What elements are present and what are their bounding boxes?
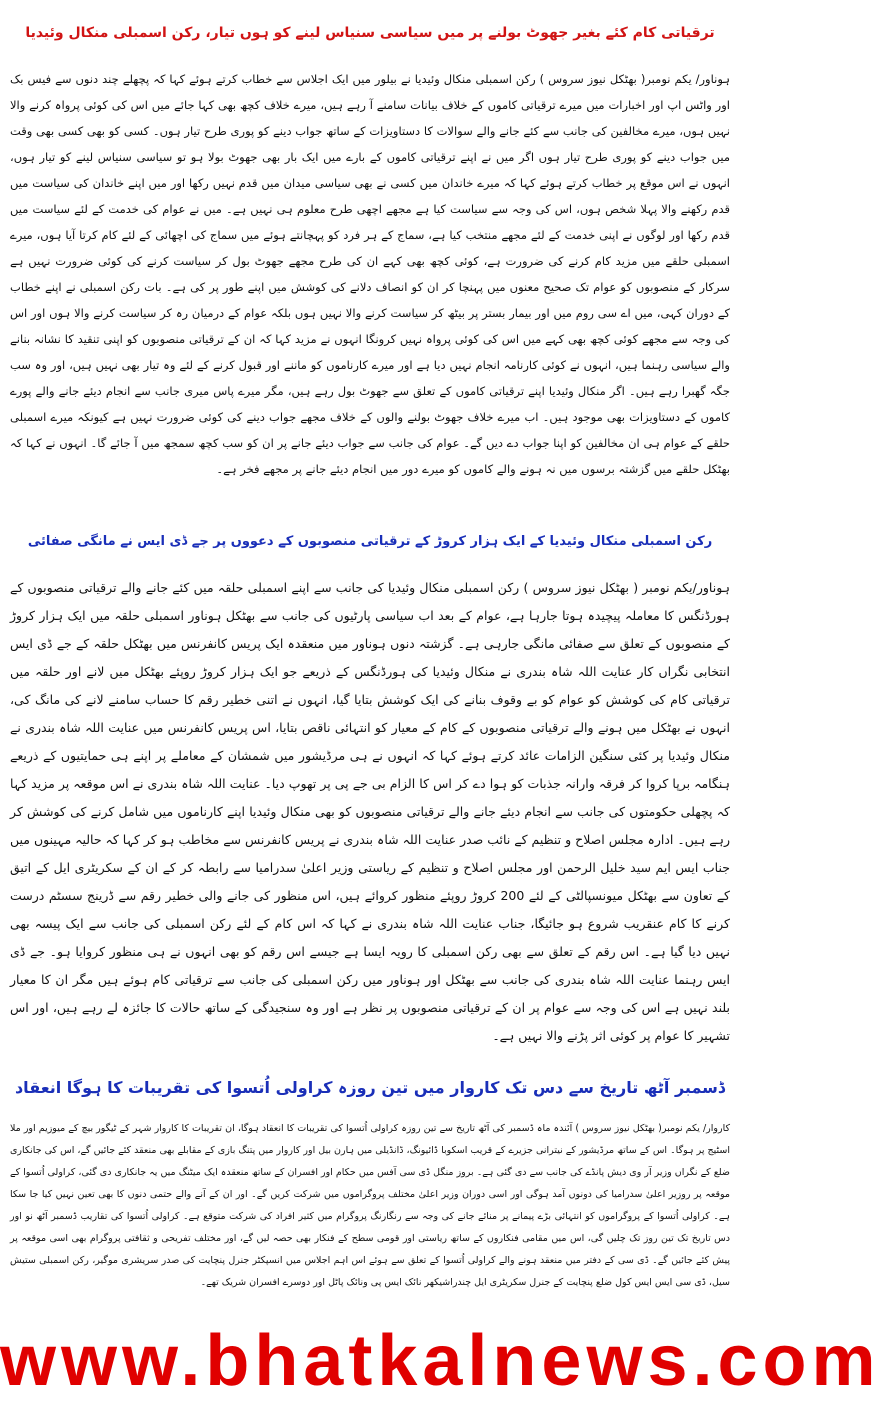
site-url-footer: www.bhatkalnews.com [0, 1321, 881, 1401]
article-2-body [10, 574, 730, 1054]
headline-2: رکن اسمبلی منکال وئیدیا کے ایک ہزار کروڑ کے ترقیاتی منصوبوں کے دعووں پر جے ڈی ایس نے مانگی صفائی [27, 534, 713, 549]
headline-3: ڈسمبر آٹھ تاریخ سے دس تک کاروار میں تین روزہ کراولی اُتسوا کی تقریبات کا ہوگا انعقاد [14, 1078, 726, 1097]
article-1-text: ہوناور/ یکم نومبر( بھٹکل نیوز سروس ) رکن اسمبلی منکال وئیدیا نے بیلور میں ایک اجلاس سے خطاب کرتے ہوئے کہا کہ پچھلے چند دنوں سے فیس بک اور واٹس اپ اور اخبارات میں میرے ترقیاتی کاموں کے خلاف بیانات سامنے آ رہے ہیں، میرے خلاف کچھ بھی کہا جائے میں اس کی کوئی پرواہ کرنے والا نہیں ہوں، میرے مخالفین کی جانب سے کئے جانے والے سوالات کا دستاویزات کے ساتھ جواب دینے کو پوری طرح تیار ہوں۔ کسی کو بھی کسی بھی وقت میں جواب دینے کو پوری طرح تیار ہوں اگر میں نے اپنے ترقیاتی کاموں کے بارے میں ایک بار بھی جھوٹ بولا ہو تو سیاسی سنیاس لینے کو تیار ہوں، انہوں نے اس موقع پر خطاب کرتے ہوئے کہا کہ میرے خاندان میں کسی نے بھی سیاسی میدان میں قدم نہیں رکھا اور میں اپنے خاندان کی سیاست میں قدم رکھنے والا پہلا شخص ہوں، اس کی وجہ سے سیاست کیا ہے مجھے اچھی طرح معلوم ہی نہیں ہے۔ میں نے عوام کی خدمت کے لئے سیاست میں قدم رکھا اور لوگوں نے اپنی خدمت کے لئے مجھے منتخب کیا ہے، سماج کے ہر فرد کو پہچانتے ہوئے میں سماج کی اچھائی کے لئے کام کرتا آیا ہوں، میرے اسمبلی حلقے میں مزید کام کرنے کی ضرورت ہے، کوئی کچھ بھی کہے ان کی طرح مجھے جھوٹ بول کر سیاست کرنے کی کوئی ضرورت نہیں ہے سرکار کے منصوبوں کو عوام تک صحیح معنوں میں پہنچا کر ان کو انصاف دلانے کی کوشش میں اپنے طور پر کی ہے۔ بات رکن اسمبلی نے اپنے خطاب کے دوران کہی، میں اے سی روم میں اور بیمار بستر پر بیٹھ کر سیاست کرنے والا نہیں ہوں بلکہ عوام کے درمیان رہ کر سیاست کرنے والا ہوں اور اس کی وجہ سے مجھے کوئی کچھ بھی کہے میں اس کی کوئی پرواہ نہیں کرونگا انہوں نے مزید کہا کہ ان کے ترقیاتی منصوبوں کو اپنی تنقید کا نشانہ بنانے والے سیاسی رہنما ہیں، انہوں نے کوئی کارنامہ انجام نہیں دیا ہے اور میرے کارناموں کو ماننے اور قبول کرنے کے لئے وہ تیار بھی نہیں ہیں، اور وہ سب جگہ گھبرا رہے ہیں۔ اگر منکال وئیدیا اپنے ترقیاتی کاموں کے تعلق سے جھوٹ بول رہے ہیں، مگر میرے پاس میری جانب سے انجام دیئے جانے والے پورے کاموں کے دستاویزات بھی موجود ہیں۔ اب میرے خلاف جھوٹ بولنے والوں کے خلاف مجھے جواب دینے کی کوئی ضرورت نہیں ہے کیونکہ میرے اسمبلی حلقے کے عوام ہی ان مخالفین کو اپنا جواب دے دیں گے۔ عوام کی جانب سے جواب دیئے جانے پر ان کو سب کچھ سمجھ میں آ جائے گا۔ انہوں نے کہا کہ بھٹکل حلقے میں گزشتہ برسوں میں نہ ہونے والے کاموں کو میرے دور میں انجام دیئے جانے پر مجھے فخر ہے۔ [10, 72, 731, 476]
article-3-body [10, 1118, 730, 1314]
article-1-body [10, 66, 730, 506]
headline-1: ترقیاتی کام کئے بغیر جھوٹ بولنے پر میں سیاسی سنیاس لینے کو ہوں تیار، رکن اسمبلی منکال وئیدیا [25, 25, 715, 41]
article-3-text: کاروار/ یکم نومبر( بھٹکل نیوز سروس ) آئندہ ماہ ڈسمبر کی آٹھ تاریخ سے تین روزہ کراولی اُتسوا کی تقریبات کا انعقاد ہوگا، ان تقریبات کا کاروار شہر کے ٹیگور بیچ کے میوزیم اور ملا اسٹیج پر ہوگا۔ اس کے ساتھ مرڈیشور کے نیترانی جزیرے کے قریب اسکوبا ڈائیونگ، ڈانڈیلی میں ہارن بیل اور کاروار میں پتنگ بازی کے مقابلے بھی منعقد کئے جائیں گے، اس کی جانکاری ضلع کے نگراں وزیر آر وی دیش پانڈے کی جانب سے دی گئی ہے۔ بروز منگل ڈی سی آفس میں حکام اور افسران کے ساتھ منعقدہ ایک میٹنگ میں یہ جانکاری دی گئی، کراولی اُتسوا کے موقعہ پر روزیر اعلیٰ سدرامیا کی دونوں آمد ہوگی اور اسی دوران وزیر اعلیٰ مختلف پروگراموں میں شرکت کریں گے۔ اور ان کے آنے والے حتمی دنوں کا بھی تعین نہیں کیا جا سکا ہے۔ کراولی اُتسوا کے پروگراموں کو انتہائی بڑے پیمانے پر منائے جانے کی وجہ سے رنگارنگ پروگرام میں کثیر افراد کی شرکت متوقع ہے۔ کراولی اُتسوا کی تقاریب ڈسمبر آٹھ نو اور دس تاریخ تک تین روز تک چلیں گی، اس میں مقامی فنکاروں کے ساتھ ریاستی اور قومی سطح کے فنکار بھی حصہ لیں گے، اور مختلف تفریحی و ثقافتی پروگرام بھی اسی موقعہ پر پیش کئے جائیں گے۔ ڈی سی کے دفتر میں منعقد ہونے والے کراولی اُتسوا کے تعلق سے ہوئے اس اہم اجلاس میں انسپکٹر جنرل پنچایت کی صدر سریشری موگیر، رکن اسمبلی ستیش سیل، ڈی سی ایس ایس کول ضلع پنچایت کے جنرل سکریٹری ایل چندراشیکھر نائک ایس پی ونائک پاٹل اور دوسرے افسران شریک تھے۔ [10, 1123, 730, 1288]
article-2-text: ہوناور/یکم نومبر ( بھٹکل نیوز سروس ) رکن اسمبلی منکال وئیدیا کی جانب سے اپنے اسمبلی حلقہ میں کئے جانے والے ترقیاتی منصوبوں کے ہورڈنگس کا معاملہ پیچیدہ ہوتا جارہا ہے، عوام کے بعد اب سیاسی پارٹیوں کی جانب سے بھٹکل ہوناور اسمبلی حلقہ میں ایک ہزار کروڑ کے منصوبوں کے تعلق سے صفائی مانگی جارہی ہے۔ گزشتہ دنوں ہوناور میں منعقدہ ایک پریس کانفرنس میں بھٹکل حلقہ کے جے ڈی ایس انتخابی نگراں کار عنایت اللہ شاہ بندری نے منکال وئیدیا کی ہورڈنگس کے ذریعے جو ایک ہزار کروڑ روپئے بھٹکل میں لانے اور حلقہ میں ترقیاتی کام کی کوشش کو عوام کو بے وقوف بنانے کی ایک کوشش بتایا گیا، انہوں نے اتنی خطیر رقم کا حساب سامنے لانے کی مانگ کی، انہوں نے بھٹکل میں ہونے والے ترقیاتی منصوبوں کے کام کے معیار کو انتہائی ناقص بتایا، اس پریس کانفرنس میں عنایت اللہ شاہ بندری نے منکال وئیدیا پر کئی سنگین الزامات عائد کرتے ہوئے کہا کہ انہوں نے ہی مرڈیشور میں شمشان کے معاملے پر اپنے ہی حمایتیوں کے ذریعے ہنگامہ برپا کروا کر فرقہ وارانہ جذبات کو ہوا دے کر اس کا الزام بی جے پی پر تھوپ دیا۔ عنایت اللہ شاہ بندری نے اس موقعہ پر مزید کہا کہ پچھلی حکومتوں کی جانب سے انجام دیئے جانے والے ترقیاتی منصوبوں کو بھی منکال وئیدیا اپنے کارناموں میں شامل کرنے کی کوشش کر رہے ہیں۔ ادارہ مجلس اصلاح و تنظیم کے نائب صدر عنایت اللہ شاہ بندری نے پریس کانفرنس سے مخاطب ہو کر کہا کہ حالیہ مہینوں میں جناب ایس ایم سید خلیل الرحمن اور مجلس اصلاح و تنظیم کے ریاستی وزیر اعلیٰ سدرامیا سے رابطہ کر کے ان کے سکریٹری ایل کے اتیق کے تعاون سے بھٹکل میونسپالٹی کے لئے 200 کروڑ روپئے منظور کروائے ہیں، اس منظور کی جانے والی خطیر رقم سے ڈرینج سسٹم درست کرنے کا کام عنقریب شروع ہو جائیگا، جناب عنایت اللہ شاہ بندری نے کہا کہ اس کام کے لئے رکن اسمبلی کی جانب سے ایک پیسہ بھی نہیں دیا گیا ہے۔ اس رقم کے تعلق سے بھی رکن اسمبلی کا رویہ ایسا ہے جیسے اس رقم کو بھی انہوں نے ہی منظور کروایا ہو۔ جے ڈی ایس رہنما عنایت اللہ شاہ بندری کی جانب سے بھٹکل اور ہوناور میں رکن اسمبلی کی جانب سے ترقیاتی کام ہوئے ہیں مگر ان کا معیار بلند نہیں ہے اس کی وجہ سے عوام پر ان کے ترقیاتی منصوبوں پر نظر ہے اور وہ سنجیدگی کے ساتھ حالات کا جائزہ لے رہے ہیں، اور اس تشہیر کا عوام پر کوئی اثر پڑنے والا نہیں ہے۔ [10, 580, 731, 1043]
